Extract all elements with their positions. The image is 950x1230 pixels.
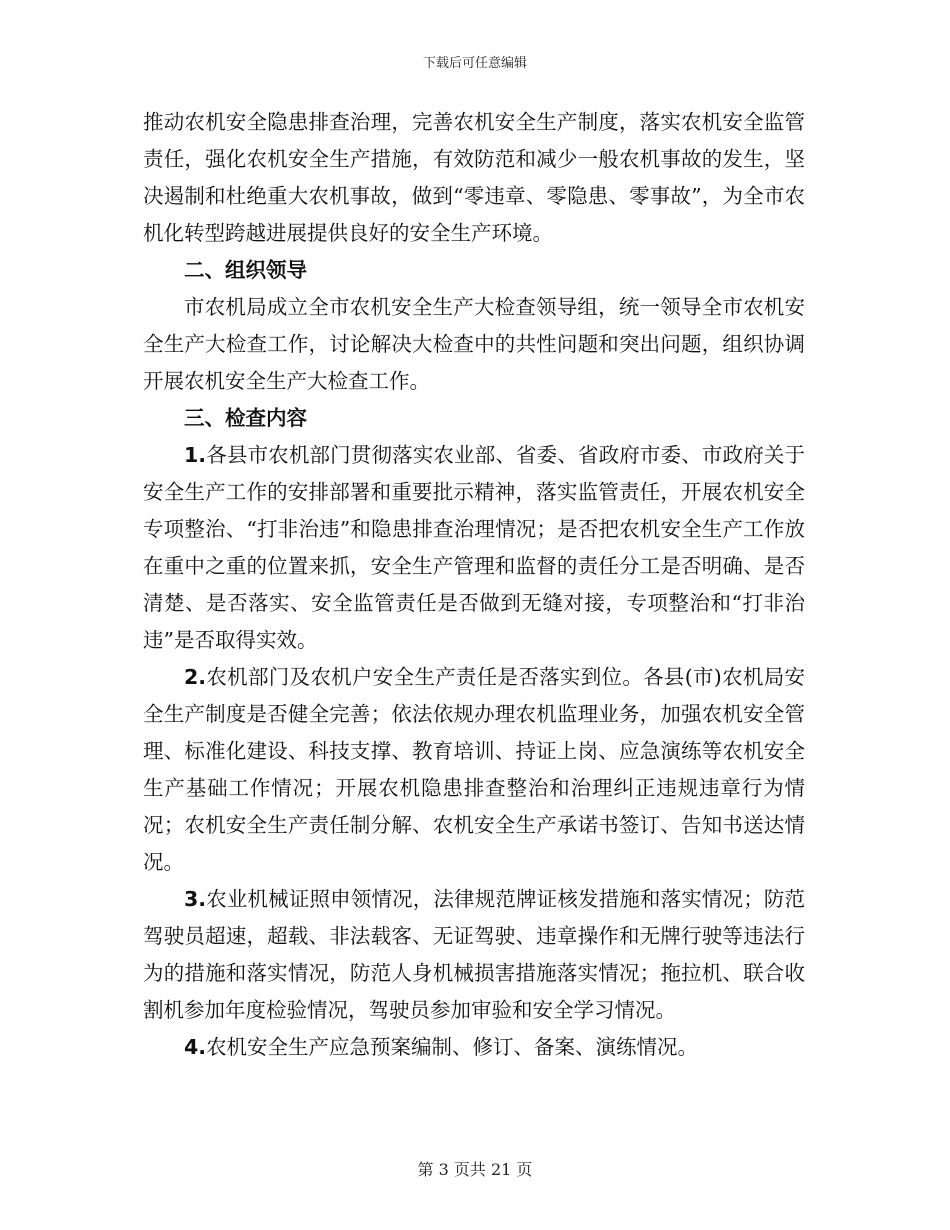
item-number: 2. [184, 665, 207, 689]
inspection-item-2 [143, 659, 805, 881]
item-text: 农机安全生产应急预案编制、修订、备案、演练情况。 [206, 1035, 699, 1059]
document-body [143, 104, 805, 1066]
page-header-note: 下载后可任意编辑 [422, 56, 527, 71]
section-heading-inspection-content: 三、检查内容 [184, 406, 307, 430]
section-heading-organization: 二、组织领导 [184, 258, 307, 282]
intro-paragraph: 推动农机安全隐患排查治理，完善农机安全生产制度，落实农机安全监管责任，强化农机安全生产措施，有效防范和减少一般农机事故的发生，坚决遏制和杜绝重大农机事故，做到“零违章、零隐患、零事故”，为全市农机化转型跨越进展提供良好的安全生产环境。 [143, 110, 805, 245]
inspection-item-1 [143, 437, 805, 659]
page-indicator: 第 3 页共 21 页 [417, 1160, 533, 1179]
organization-paragraph: 市农机局成立全市农机安全生产大检查领导组，统一领导全市农机安全生产大检查工作，讨论解决大检查中的共性问题和突出问题，组织协调开展农机安全生产大检查工作。 [143, 295, 805, 393]
item-text: 农业机械证照申领情况，法律规范牌证核发措施和落实情况；防范驾驶员超速，超载、非法载客、无证驾驶、违章操作和无牌行驶等违法行为的措施和落实情况，防范人身机械损害措施落实情况；拖拉机、联合收割机参加年度检验情况，驾驶员参加审验和安全学习情况。 [143, 887, 805, 1022]
item-number: 1. [184, 443, 207, 467]
item-number: 3. [184, 887, 207, 911]
inspection-item-4 [143, 1029, 805, 1066]
item-number: 4. [184, 1035, 207, 1059]
item-text: 农机部门及农机户安全生产责任是否落实到位。各县(市)农机局安全生产制度是否健全完善；依法依规办理农机监理业务，加强农机安全管理、标准化建设、科技支撑、教育培训、持证上岗、应急演练等农机安全生产基础工作情况；开展农机隐患排查整治和治理纠正违规违章行为情况；农机安全生产责任制分解、农机安全生产承诺书签订、告知书送达情况。 [143, 665, 805, 874]
item-text: 各县市农机部门贯彻落实农业部、省委、省政府市委、市政府关于安全生产工作的安排部署和重要批示精神，落实监管责任，开展农机安全专项整治、“打非治违”和隐患排查治理情况；是否把农机安全生产工作放在重中之重的位置来抓，安全生产管理和监督的责任分工是否明确、是否清楚、是否落实、安全监管责任是否做到无缝对接，专项整治和“打非治违”是否取得实效。 [143, 443, 805, 652]
inspection-item-3 [143, 881, 805, 1029]
